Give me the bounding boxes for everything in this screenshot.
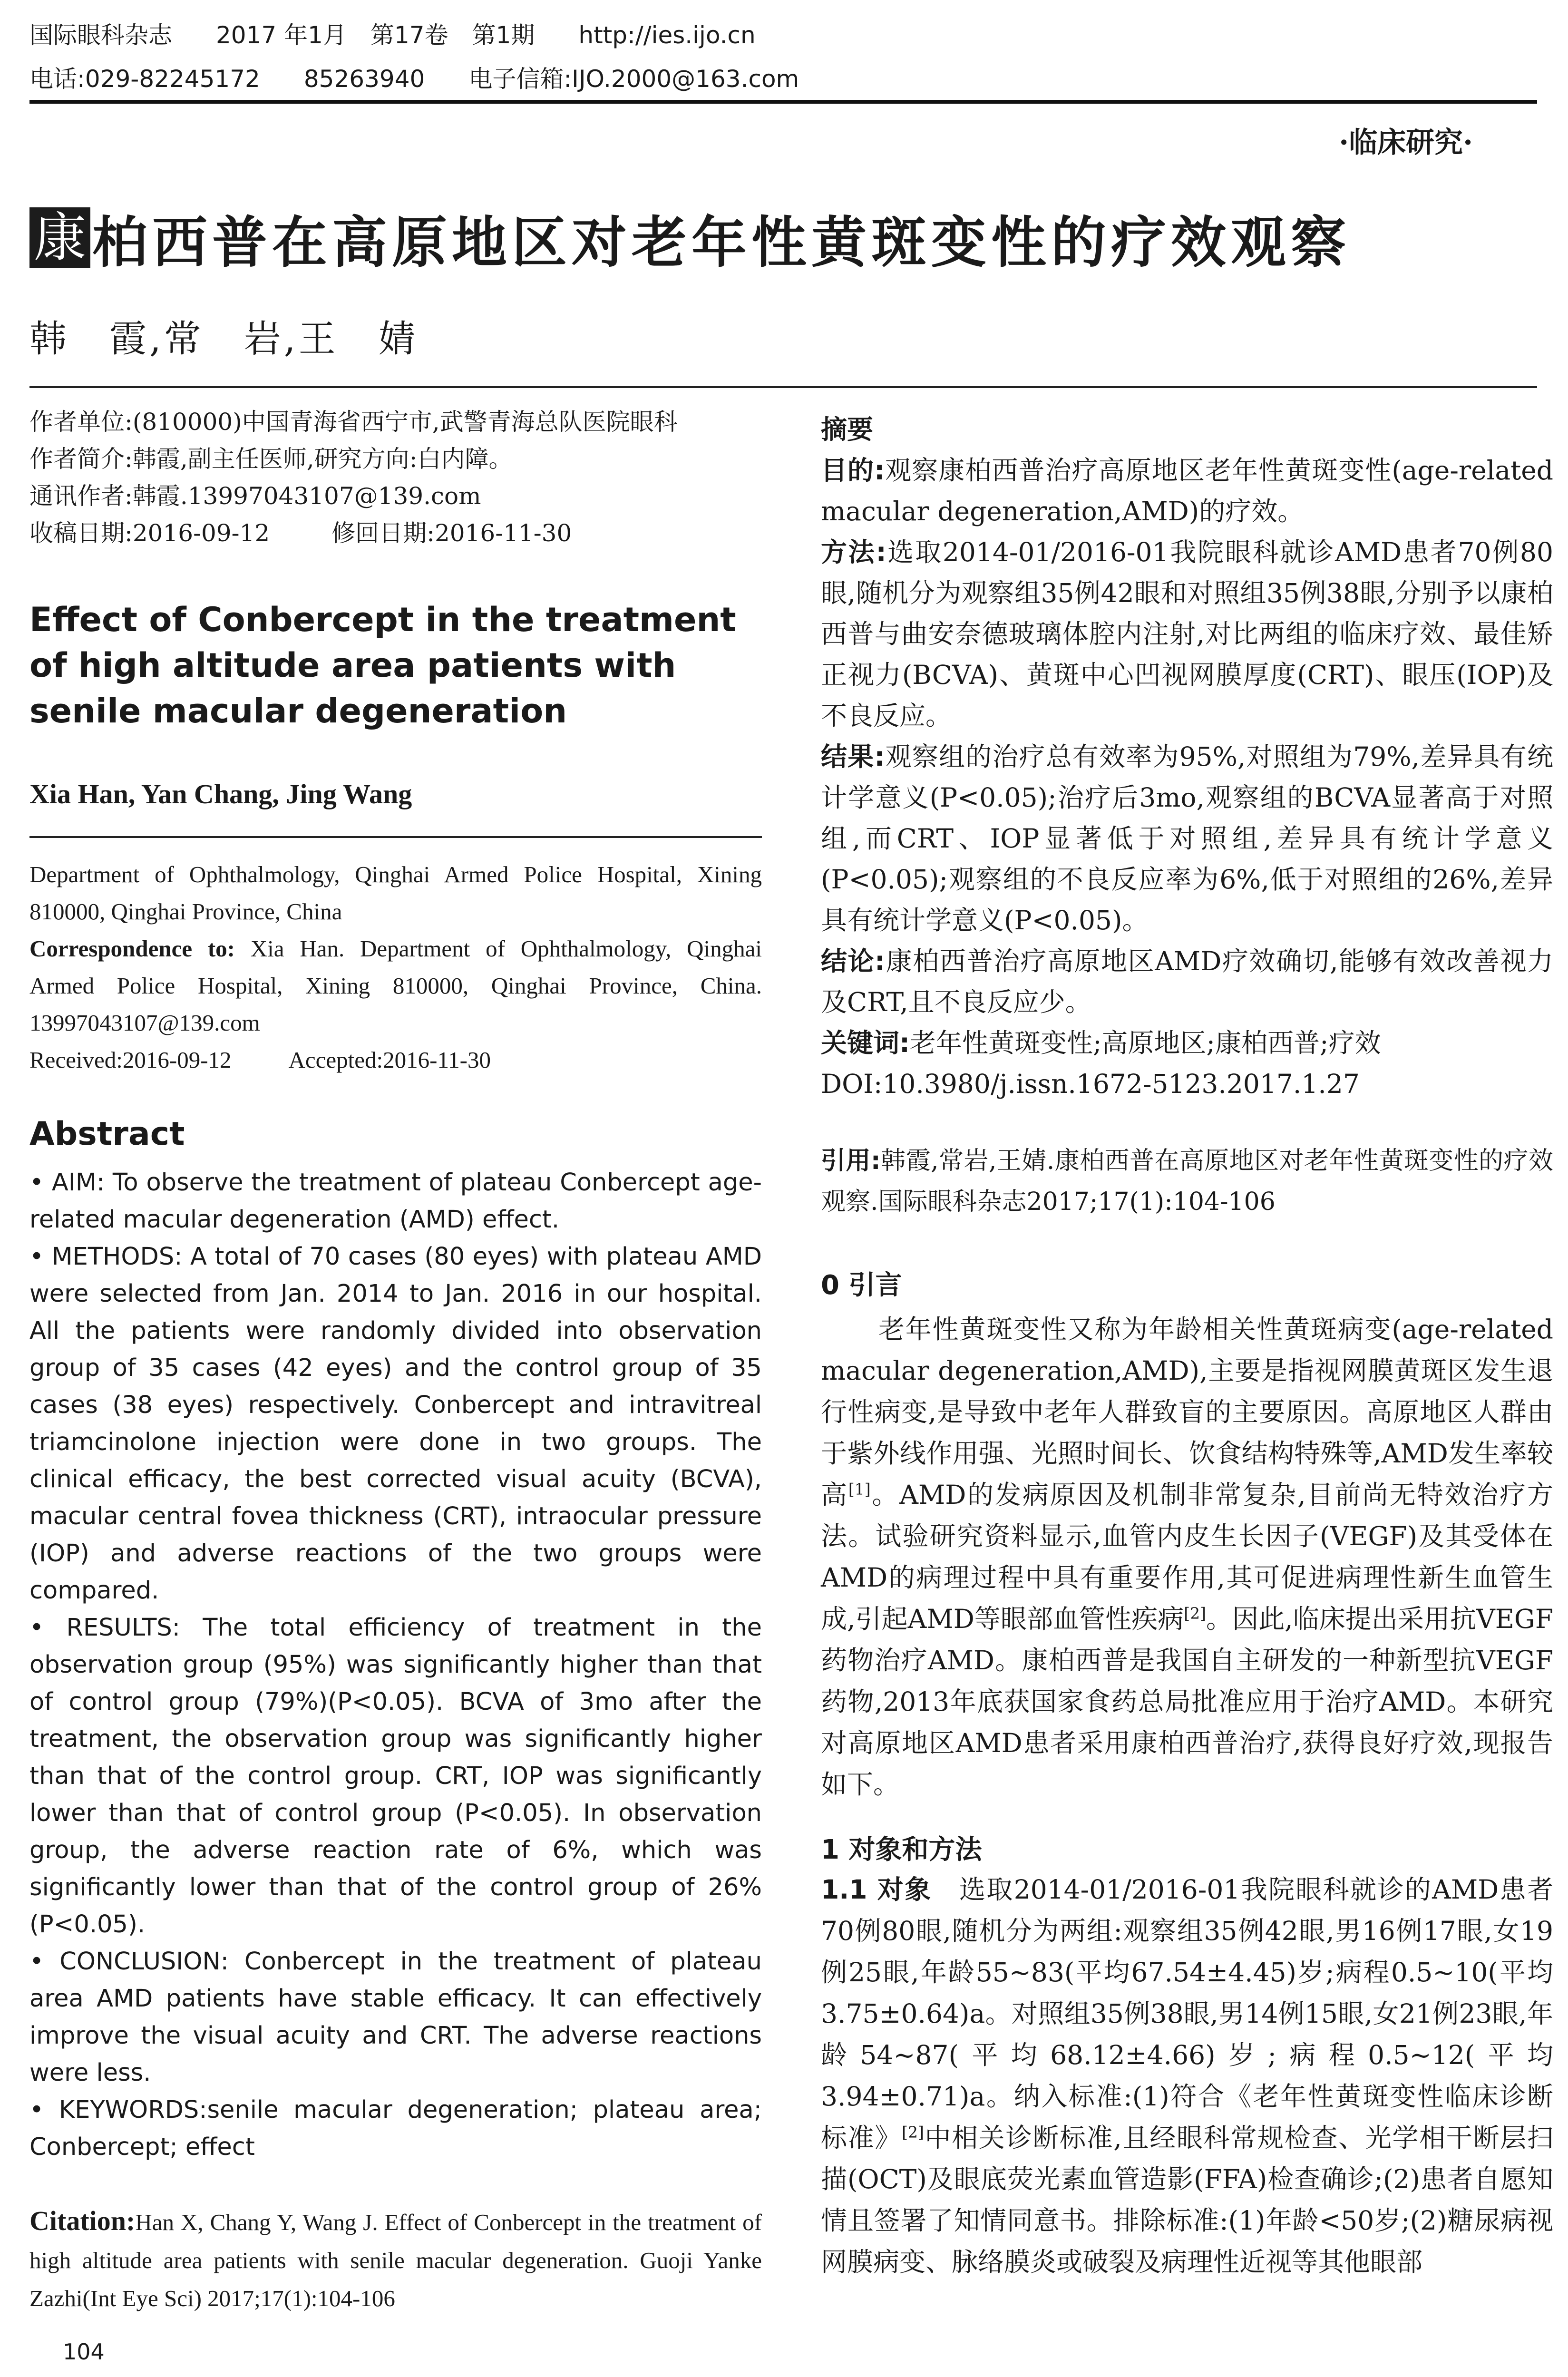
- department: Department of Ophthalmology, Qinghai Armed Police Hospital, Xining 810000, Qinghai Province, China: [29, 861, 762, 925]
- citation-en: [29, 2202, 762, 2318]
- header-divider: [29, 100, 1537, 104]
- citation-text: Han X, Chang Y, Wang J. Effect of Conbercept in the treatment of high altitude area patients with senile macular degeneration. Guoji Yanke Zazhi(Int Eye Sci) 2017;17(1):104-106: [29, 2209, 762, 2311]
- phone: 电话:029-82245172: [29, 65, 260, 93]
- conclusion-text: 康柏西普治疗高原地区AMD疗效确切,能够有效改善视力及CRT,且不良反应少。: [821, 946, 1553, 1017]
- ref-2[interactable]: [2]: [1184, 1604, 1206, 1623]
- abstract-aim: • AIM: To observe the treatment of plateau Conbercept age-related macular degeneration (AMD) effect.: [29, 1169, 762, 1234]
- intro-body: [821, 1309, 1553, 1805]
- abstract-cn-methods: [821, 532, 1553, 736]
- conclusion-label: 结论:: [821, 946, 886, 976]
- abstract-cn-conclusion: [821, 941, 1553, 1023]
- title-divider: [29, 386, 1537, 388]
- ref-1[interactable]: [1]: [848, 1480, 871, 1499]
- intro-text-b: 。AMD的发病原因及机制非常复杂,目前尚无特效治疗方法。试验研究资料显示,血管内皮生长因子(VEGF)及其受体在AMD的病理过程中具有重要作用,其可促进病理性新生血管生成,引起AMD等眼部血管性疾病: [821, 1480, 1553, 1634]
- abstract-cn: [821, 409, 1553, 1104]
- authors-cn: 韩 霞,常 岩,王 婧: [29, 318, 419, 360]
- citation-cn-label: 引用:: [821, 1147, 881, 1175]
- title-first-char: 康: [29, 207, 90, 268]
- methods-text-a: 选取2014-01/2016-01我院眼科就诊的AMD患者70例80眼,随机分为两组:观察组35例42眼,男16例17眼,女19例25眼,年龄55~83(平均67.54±4.45)岁;病程0.5~10(平均3.75±0.64)a。对照组35例38眼,男14例15眼,女21例23眼,年龄54~87(平均68.12±4.66)岁;病程0.5~12(平均3.94±0.71)a。纳入标准:(1)符合《老年性黄斑变性临床诊断标准》: [821, 1874, 1553, 2153]
- citation-cn: [821, 1140, 1553, 1222]
- abstract-cn-aim: [821, 450, 1553, 532]
- abstract-cn-heading: 摘要: [821, 414, 874, 445]
- methods-paragraph: [821, 1869, 1553, 2283]
- section-tag: ·临床研究·: [1339, 126, 1473, 159]
- aim-label: 目的:: [821, 455, 885, 486]
- dates-en: [29, 1042, 762, 1079]
- doi[interactable]: DOI:10.3980/j.issn.1672-5123.2017.1.27: [821, 1069, 1360, 1099]
- keywords-label: 关键词:: [821, 1028, 910, 1058]
- page-number: 104: [63, 2339, 105, 2365]
- citation-label: Citation:: [29, 2205, 136, 2236]
- methods-heading: 1 对象和方法: [821, 1834, 982, 1865]
- revised-cn: 修回日期:2016-11-30: [331, 519, 572, 547]
- correspondence: [29, 930, 762, 1042]
- issue-info: 2017 年1月 第17卷 第1期: [216, 21, 535, 49]
- methods-body: [821, 1869, 1553, 2283]
- journal-name: 国际眼科杂志: [29, 21, 172, 49]
- email[interactable]: 电子信箱:IJO.2000@163.com: [468, 65, 799, 93]
- ref-2b[interactable]: [2]: [902, 2123, 924, 2142]
- phone2: 85263940: [303, 65, 425, 93]
- abstract-cn-results: [821, 736, 1553, 941]
- results-text: 观察组的治疗总有效率为95%,对照组为79%,差异具有统计学意义(P<0.05);治疗后3mo,观察组的BCVA显著高于对照组,而CRT、IOP显著低于对照组,差异具有统计学意义(P<0.05);观察组的不良反应率为6%,低于对照组的26%,差异具有统计学意义(P<0.05)。: [821, 741, 1553, 935]
- accepted-en: Accepted:2016-11-30: [288, 1047, 491, 1073]
- methods-text-b: 中相关诊断标准,且经眼科常规检查、光学相干断层扫描(OCT)及眼底荧光素血管造影(FFA)检查确诊;(2)患者自愿知情且签署了知情同意书。排除标准:(1)年龄<50岁;(2)糖尿病视网膜病变、脉络膜炎或破裂及病理性近视等其他眼部: [821, 2123, 1553, 2277]
- intro-paragraph: [821, 1309, 1553, 1805]
- abstract-conclusion: • CONCLUSION: Conbercept in the treatment of plateau area AMD patients have stable efficacy. It can effectively improve the visual acuity and CRT. The adverse reactions were less.: [29, 1948, 762, 2087]
- running-header-line1: [29, 20, 799, 50]
- received-cn: 收稿日期:2016-09-12: [29, 519, 270, 547]
- author-info-cn: [29, 403, 762, 552]
- intro-text-c: 。因此,临床提出采用抗VEGF药物治疗AMD。康柏西普是我国自主研发的一种新型抗VEGF药物,2013年底获国家食药总局批准应用于治疗AMD。本研究对高原地区AMD患者采用康柏西普治疗,获得良好疗效,现报告如下。: [821, 1604, 1553, 1800]
- english-affiliation: [29, 856, 762, 1079]
- abstract-keywords: • KEYWORDS:senile macular degeneration; plateau area; Conbercept; effect: [29, 2096, 762, 2161]
- correspondence-label: Correspondence to:: [29, 935, 235, 962]
- citation-cn-text: 韩霞,常岩,王婧.康柏西普在高原地区对老年性黄斑变性的疗效观察.国际眼科杂志2017;17(1):104-106: [821, 1147, 1554, 1216]
- abstract-results: • RESULTS: The total efficiency of treatment in the observation group (95%) was significantly higher than that of control group (79%)(P<0.05). BCVA of 3mo after the treatment, the observation group was significantly higher than that of the control group. CRT, IOP was significantly lower than that of control group (P<0.05). In observation group, the adverse reaction rate of 6%, which was significantly lower than that of the control group of 26% (P<0.05).: [29, 1614, 762, 1939]
- intro-heading: 0 引言: [821, 1270, 902, 1301]
- subjects-label: 1.1 对象: [821, 1874, 932, 1905]
- title-rest: 柏西普在高原地区对老年性黄斑变性的疗效观察: [92, 210, 1351, 275]
- journal-url[interactable]: http://ies.ijo.cn: [578, 21, 756, 49]
- english-title: Effect of Conbercept in the treatment of high altitude area patients with senile macular degeneration: [29, 600, 736, 731]
- intro-text-a: 老年性黄斑变性又称为年龄相关性黄斑病变(age-related macular degeneration,AMD),主要是指视网膜黄斑区发生退行性病变,是导致中老年人群致盲的主要原因。高原地区人群由于紫外线作用强、光照时间长、饮食结构特殊等,AMD发生率较高: [821, 1314, 1553, 1510]
- methods-label: 方法:: [821, 537, 886, 567]
- abstract-heading: Abstract: [29, 1115, 185, 1153]
- abstract-methods: • METHODS: A total of 70 cases (80 eyes) with plateau AMD were selected from Jan. 2014 to Jan. 2016 in our hospital. All the patients were randomly divided into observation group of 35 cases (42 eyes) and the control group of 35 cases (38 eyes) respectively. Conbercept and intravitreal triamcinolone injection were done in two groups. The clinical efficacy, the best corrected visual acuity (BCVA), macular central fovea thickness (CRT), intraocular pressure (IOP) and adverse reactions of the two groups were compared.: [29, 1243, 762, 1605]
- dates-cn: [29, 515, 762, 552]
- received-en: Received:2016-09-12: [29, 1047, 232, 1073]
- results-label: 结果:: [821, 741, 885, 772]
- aim-text: 观察康柏西普治疗高原地区老年性黄斑变性(age-related macular degeneration,AMD)的疗效。: [821, 455, 1554, 526]
- correspondence-text: Xia Han. Department of Ophthalmology, Qinghai Armed Police Hospital, Xining 810000, Qinghai Province, China. 13997043107@139.com: [29, 935, 762, 1036]
- running-header-line2: [29, 64, 843, 94]
- author-bio: 作者简介:韩霞,副主任医师,研究方向:白内障。: [29, 445, 513, 473]
- abstract-en: [29, 1164, 762, 2166]
- keywords-text: 老年性黄斑变性;高原地区;康柏西普;疗效: [910, 1028, 1381, 1058]
- corresponding-author: 通讯作者:韩霞.13997043107@139.com: [29, 482, 481, 510]
- author-unit: 作者单位:(810000)中国青海省西宁市,武警青海总队医院眼科: [29, 408, 678, 436]
- article-title: [29, 205, 1351, 275]
- english-authors: Xia Han, Yan Chang, Jing Wang: [29, 779, 412, 809]
- abstract-cn-keywords: [821, 1023, 1553, 1063]
- english-divider: [29, 836, 762, 838]
- methods-text: 选取2014-01/2016-01我院眼科就诊AMD患者70例80眼,随机分为观察组35例42眼和对照组35例38眼,分别予以康柏西普与曲安奈德玻璃体腔内注射,对比两组的临床疗效、最佳矫正视力(BCVA)、黄斑中心凹视网膜厚度(CRT)、眼压(IOP)及不良反应。: [821, 537, 1553, 731]
